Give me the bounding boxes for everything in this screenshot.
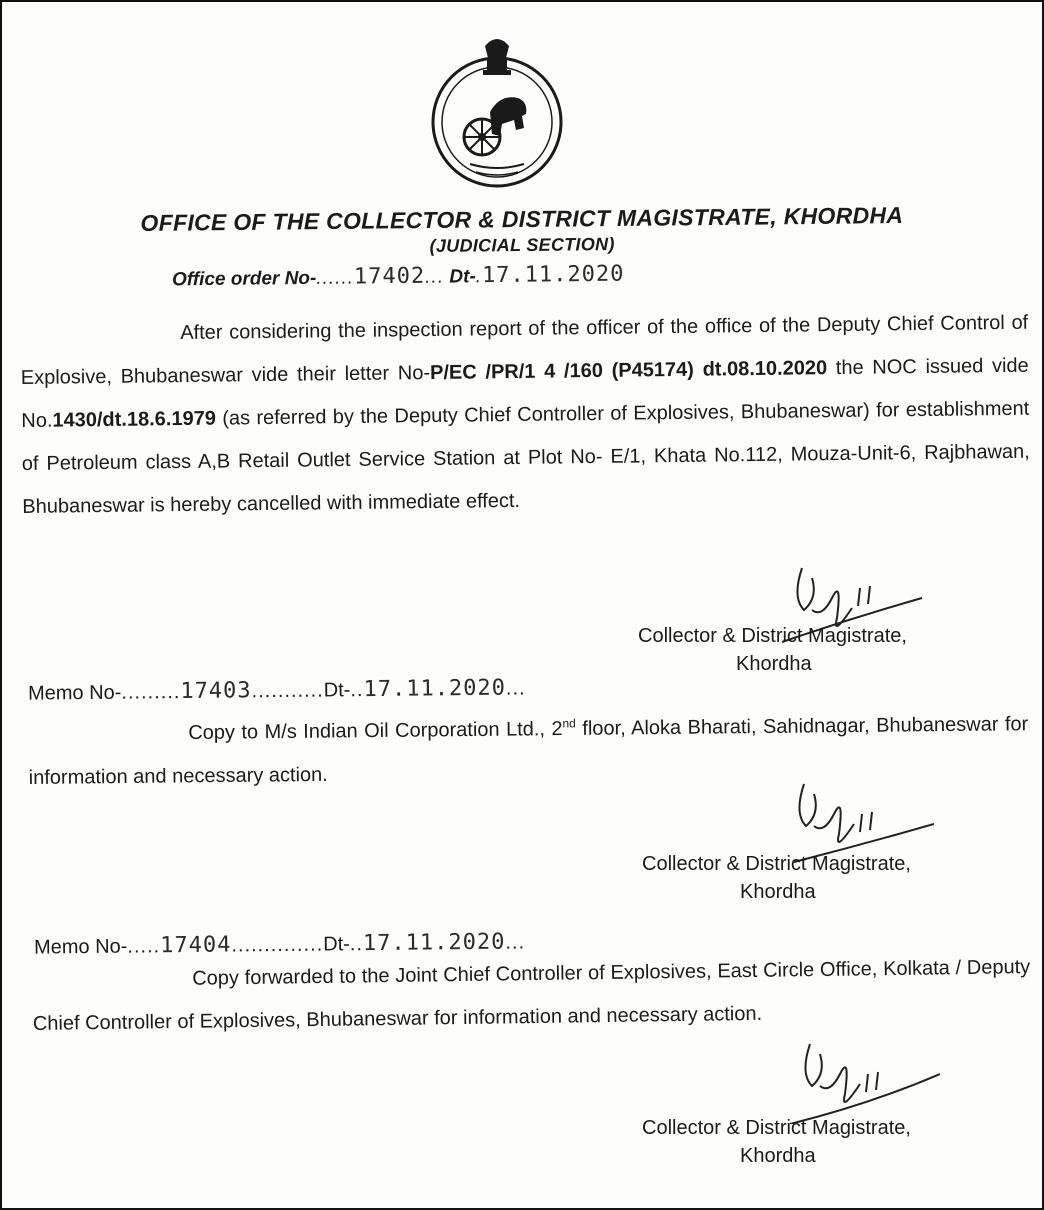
body-text-a: After considering the inspection report of the officer of the office of the Deputy Chief Control of Explosive, Bhubaneswar vide their letter No- bbox=[20, 311, 1029, 389]
signatory-title: Collector & District Magistrate, bbox=[638, 625, 907, 647]
memo-body bbox=[32, 946, 1031, 1046]
memo-date: 17.11.2020 bbox=[362, 929, 506, 957]
memo-date-label: Dt- bbox=[323, 679, 351, 702]
section-title: (JUDICIAL SECTION) bbox=[429, 234, 615, 256]
order-body bbox=[20, 302, 1031, 529]
signatory-place: Khordha bbox=[736, 653, 812, 675]
letter-number: P/EC /PR/1 4 /160 (P45174) bbox=[429, 358, 695, 384]
signatory-block bbox=[642, 850, 1042, 906]
memo-line: Memo No-.....17404..............Dt-..17.11.2020... bbox=[33, 929, 526, 959]
memo-line: Memo No-.........17403...........Dt-..17.11.2020... bbox=[27, 675, 526, 705]
memo-text: Copy forwarded to the Joint Chief Controller of Explosives, East Circle Office, Kolkata / Deputy Chief Controller of Explosives, Bhubaneswar for information and necessary action. bbox=[32, 956, 1031, 1035]
body-text-b bbox=[694, 359, 703, 381]
memo-text-b: floor, Aloka Bharati, Sahidnagar, Bhubaneswar for information and necessary action. bbox=[28, 713, 1029, 789]
memo-label: Memo No- bbox=[33, 935, 128, 959]
signatory-title: Collector & District Magistrate, bbox=[642, 1117, 911, 1139]
office-order-line: Office order No-......17402... Dt-.17.11.2020 bbox=[171, 261, 625, 291]
signatory-block bbox=[638, 622, 1038, 678]
memo-label: Memo No- bbox=[27, 681, 122, 705]
order-label: Office order No- bbox=[171, 267, 317, 291]
memo-date-label: Dt- bbox=[323, 933, 350, 956]
letter-date: dt.08.10.2020 bbox=[702, 357, 828, 381]
signatory-title: Collector & District Magistrate, bbox=[642, 853, 911, 875]
memo-sup: nd bbox=[562, 716, 576, 731]
memo-number: 17403 bbox=[180, 678, 252, 705]
signatory-place: Khordha bbox=[740, 881, 816, 903]
page-title bbox=[2, 201, 1042, 262]
signatory-block bbox=[642, 1114, 1042, 1170]
signature-mark bbox=[770, 1034, 940, 1124]
noc-number: 1430/dt.18.6.1979 bbox=[52, 407, 217, 432]
body-text-c: the NOC issued vide No. bbox=[21, 354, 1029, 432]
memo-number: 17404 bbox=[160, 932, 232, 959]
body-text-d: (as referred by the Deputy Chief Controller of Explosives, Bhubaneswar) for establishment of Petroleum class A,B Retail Outlet Service Station at Plot No- E/1, Khata No.112, Mouza-Unit-6, Rajbhawan, Bhubaneswar is hereby cancelled with immediate effect. bbox=[21, 397, 1030, 518]
signatory-place: Khordha bbox=[740, 1145, 816, 1167]
order-number: 17402 bbox=[353, 263, 426, 290]
memo-date: 17.11.2020 bbox=[363, 675, 507, 703]
memo-text-a: Copy to M/s Indian Oil Corporation Ltd., 2 bbox=[188, 718, 563, 744]
office-title: OFFICE OF THE COLLECTOR & DISTRICT MAGISTRATE, KHORDHA bbox=[140, 202, 904, 236]
government-emblem-icon bbox=[430, 32, 564, 192]
order-date: 17.11.2020 bbox=[481, 261, 625, 289]
order-date-label: Dt- bbox=[449, 266, 476, 288]
